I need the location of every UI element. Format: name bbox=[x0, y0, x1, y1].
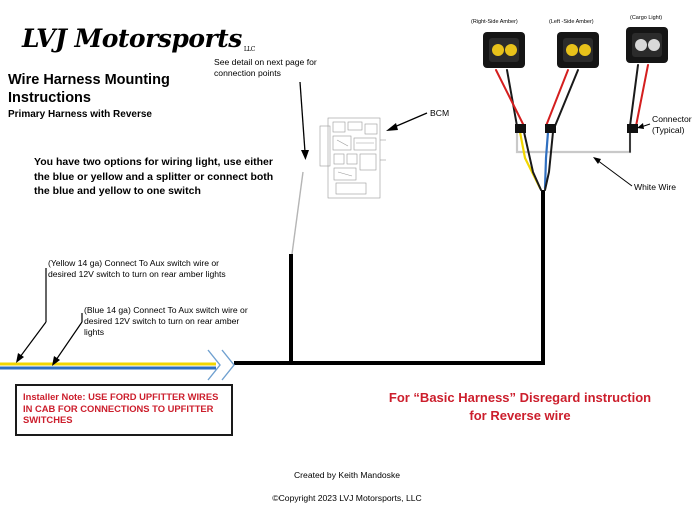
bcm-pointer-arrow bbox=[386, 113, 427, 131]
left-side-amber-light bbox=[557, 32, 599, 68]
bcm-label: BCM bbox=[430, 108, 450, 118]
created-by: Created by Keith Mandoske bbox=[293, 470, 401, 480]
light-label-left-amber: (Left -Side Amber) bbox=[549, 19, 594, 25]
connector-symbols bbox=[515, 124, 638, 133]
main-harness-black bbox=[234, 190, 544, 365]
light-label-cargo: (Cargo Light) bbox=[630, 15, 663, 21]
brand-name: LVJ Motorsports bbox=[22, 24, 242, 53]
blue-note-arrow bbox=[52, 313, 82, 366]
page-subtitle: Primary Harness with Reverse bbox=[8, 109, 152, 120]
yellow-note-arrow bbox=[16, 268, 46, 363]
connector-pointer-arrow bbox=[637, 123, 650, 129]
copyright: ©Copyright 2023 LVJ Motorsports, LLC bbox=[272, 493, 422, 503]
installer-note-box bbox=[15, 384, 233, 436]
cargo-light bbox=[626, 27, 668, 63]
gray-wire bbox=[292, 172, 303, 254]
detail-note: See detail on next page for connection points bbox=[214, 57, 317, 78]
page-title: Wire Harness Mounting Instructions bbox=[8, 72, 170, 106]
detail-pointer-arrow bbox=[300, 82, 309, 160]
brand-logo bbox=[22, 24, 255, 53]
blue-wire-note: (Blue 14 ga) Connect To Aux switch wire or desired 12V switch to turn on rear amber lights bbox=[84, 305, 248, 337]
bcm-module-illustration bbox=[320, 118, 386, 198]
white-wire-pointer-arrow bbox=[593, 157, 632, 186]
basic-harness-note: For “Basic Harness” Disregard instruction for Reverse wire bbox=[388, 390, 652, 423]
connector-label: Connector (Typical) bbox=[652, 114, 692, 135]
yellow-wire-note: (Yellow 14 ga) Connect To Aux switch wire or desired 12V switch to turn on rear amber lights bbox=[48, 258, 226, 279]
installer-note-text: Installer Note: USE FORD UPFITTER WIRES IN CAB FOR CONNECTIONS TO UPFITTER SWITCHES bbox=[23, 391, 219, 425]
white-wire-label: White Wire bbox=[634, 182, 677, 192]
right-side-amber-light bbox=[483, 32, 525, 68]
wiring-options-text: You have two options for wiring light, use either the blue or yellow and a splitter or connect both the blue and yellow to one switch bbox=[34, 156, 274, 197]
light-label-right-amber: (Right-Side Amber) bbox=[471, 19, 518, 25]
brand-suffix: LLC bbox=[243, 46, 255, 53]
